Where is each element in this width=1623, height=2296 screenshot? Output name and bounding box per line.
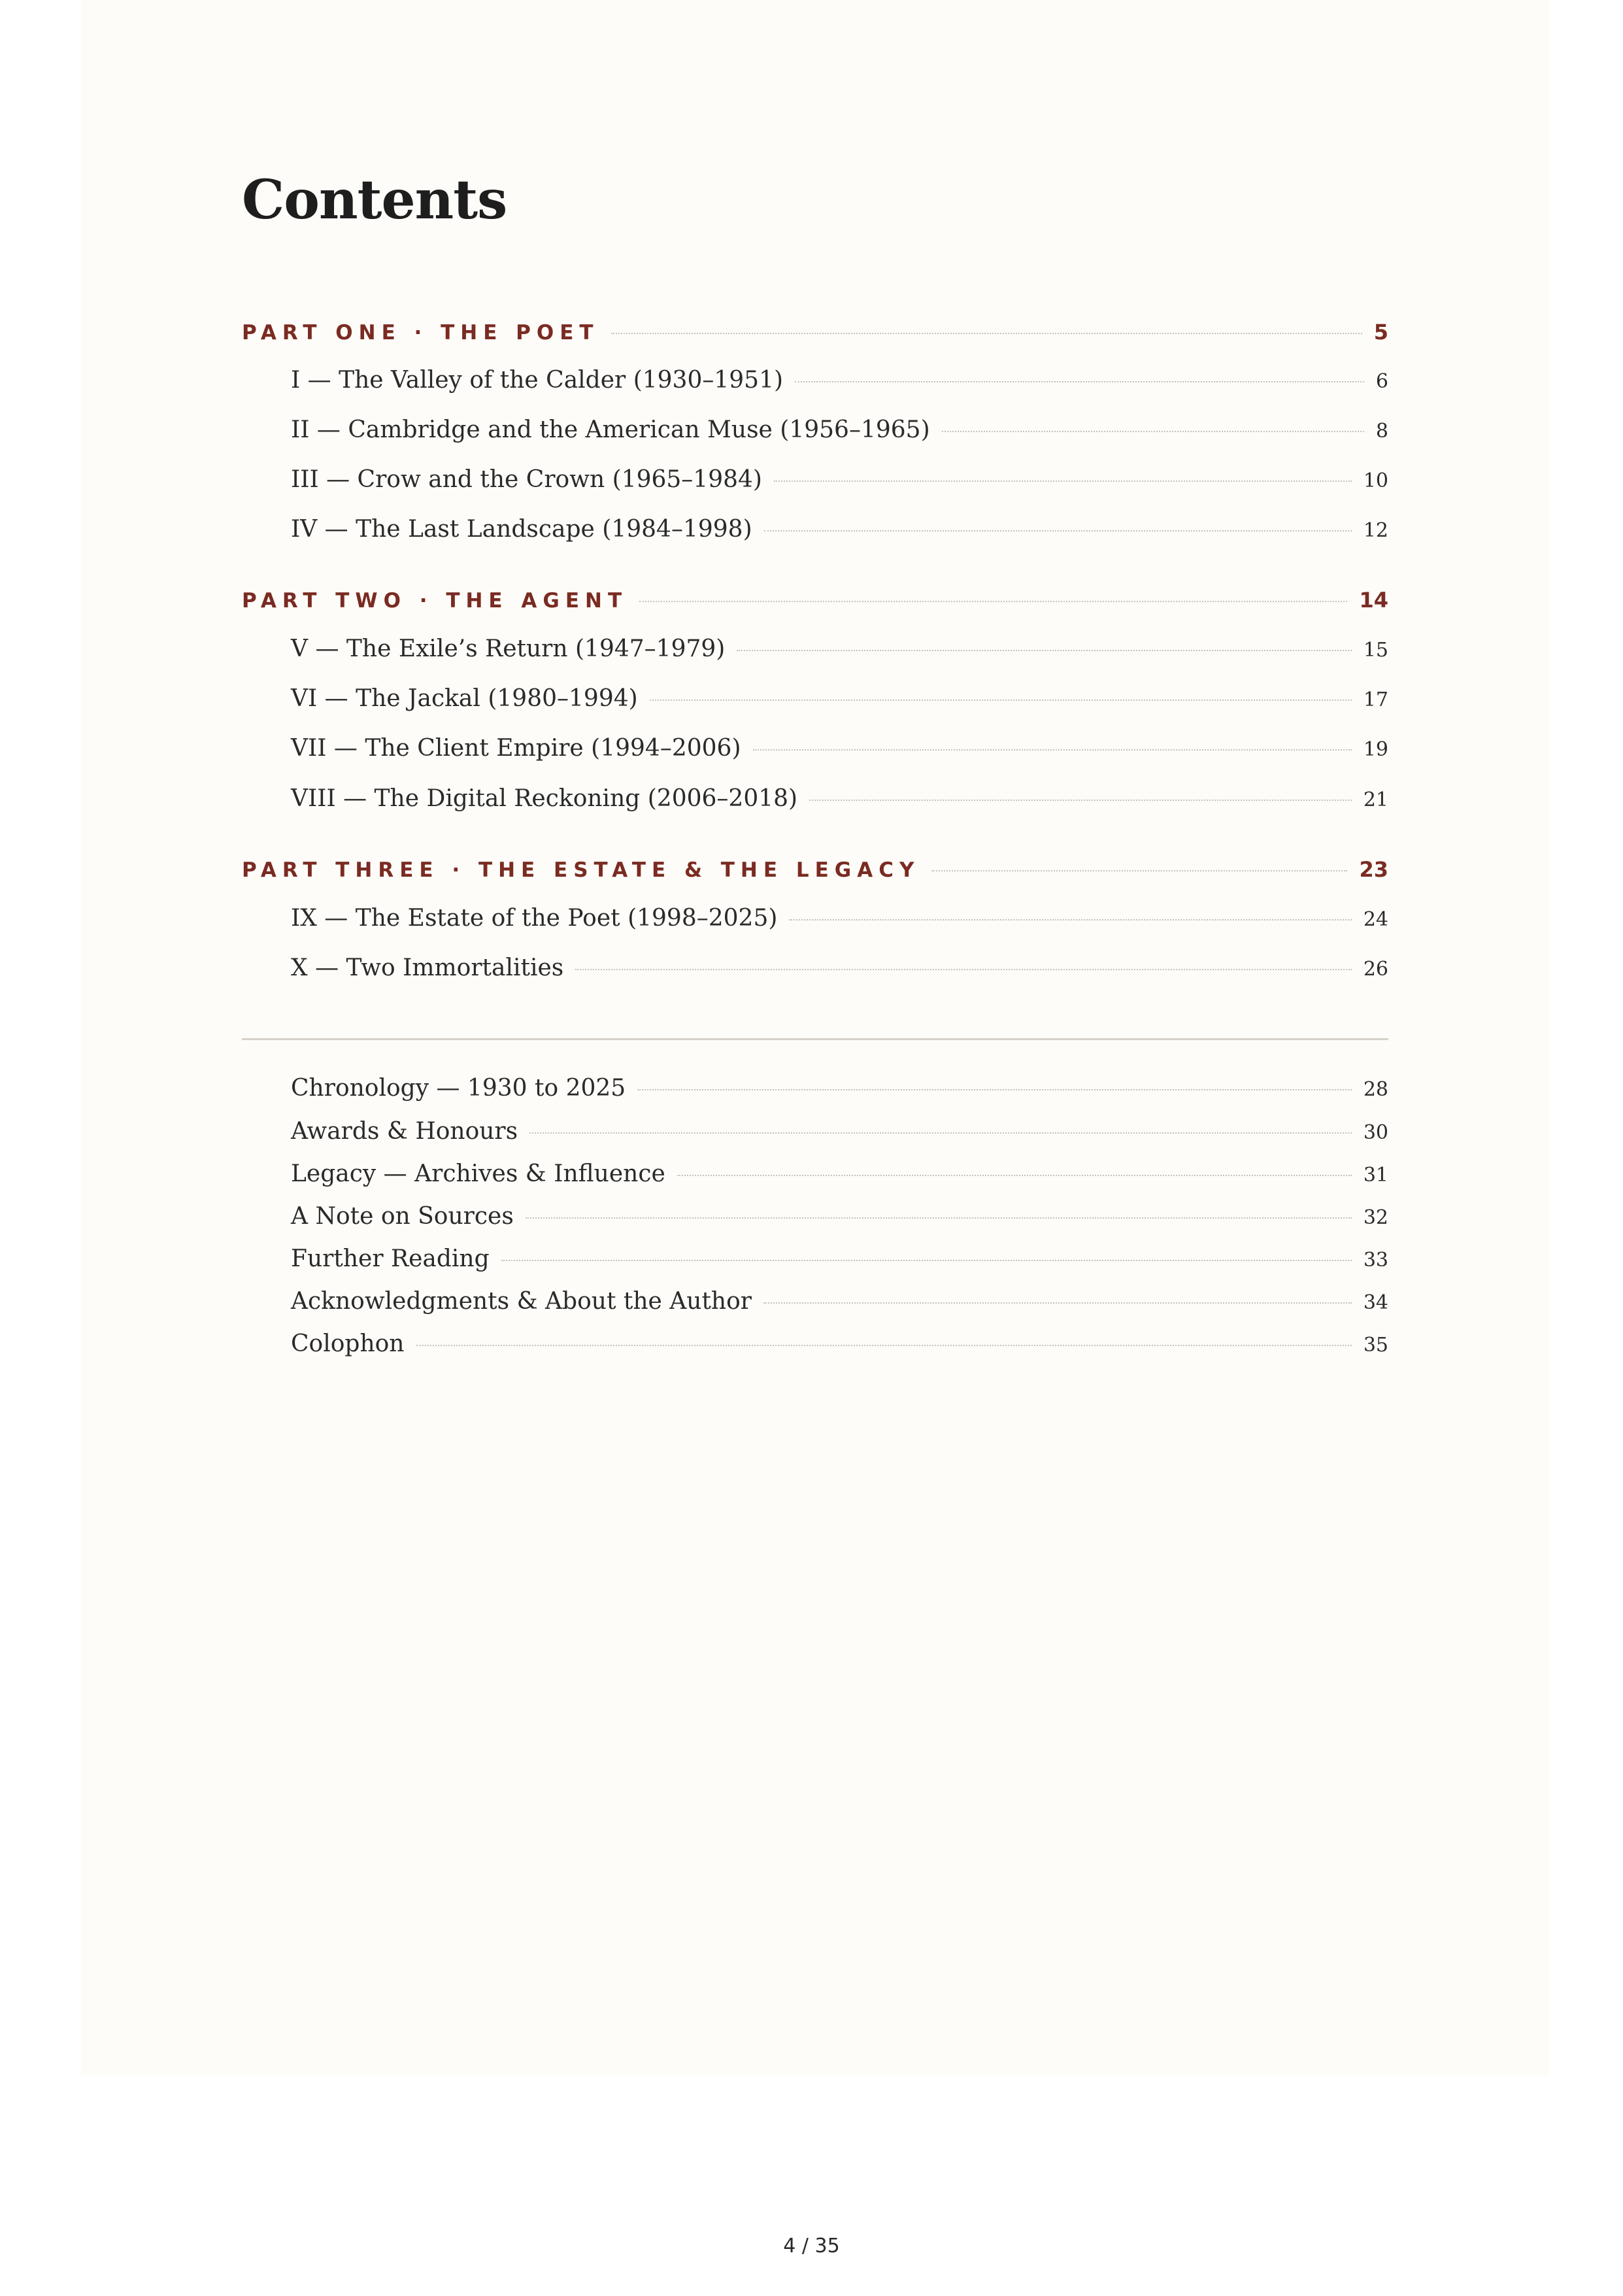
toc-chapter-2[interactable] <box>291 416 1388 443</box>
toc-back-matter-label: Chronology — 1930 to 2025 <box>291 1075 626 1102</box>
toc-part-three[interactable] <box>242 857 1388 882</box>
toc-chapter-label: III — Crow and the Crown (1965–1984) <box>291 466 762 493</box>
dot-leader <box>416 1345 1352 1346</box>
toc-part-page-number: 14 <box>1359 588 1388 613</box>
toc-page-number: 26 <box>1363 958 1388 981</box>
dot-leader <box>526 1217 1352 1219</box>
toc-part-page-number: 23 <box>1359 857 1388 882</box>
page-title: Contents <box>242 169 507 231</box>
toc-part-page-number: 5 <box>1373 320 1388 345</box>
toc-chapter-8[interactable] <box>291 785 1388 812</box>
toc-back-matter-label: Acknowledgments & About the Author <box>291 1288 752 1315</box>
toc-back-matter-label: Further Reading <box>291 1245 490 1272</box>
dot-leader <box>753 749 1352 751</box>
toc-chapter-6[interactable] <box>291 685 1388 712</box>
dot-leader <box>789 919 1351 920</box>
toc-part-one[interactable] <box>242 320 1388 345</box>
dot-leader <box>677 1175 1352 1176</box>
toc-chapter-label: VIII — The Digital Reckoning (2006–2018) <box>291 785 798 812</box>
toc-page-number: 24 <box>1363 908 1388 931</box>
section-divider <box>242 1038 1388 1040</box>
dot-leader <box>809 800 1352 801</box>
dot-leader <box>639 601 1347 602</box>
toc-back-matter-label: Awards & Honours <box>291 1118 518 1145</box>
toc-back-matter-item[interactable] <box>291 1330 1388 1357</box>
dot-leader <box>931 870 1347 871</box>
toc-back-matter-label: Legacy — Archives & Influence <box>291 1160 665 1187</box>
toc-page-number: 19 <box>1363 738 1388 761</box>
toc-page-number: 15 <box>1363 639 1388 662</box>
dot-leader <box>763 1302 1352 1304</box>
toc-page-number: 10 <box>1363 469 1388 492</box>
toc-chapter-4[interactable] <box>291 516 1388 543</box>
dot-leader <box>774 481 1352 482</box>
dot-leader <box>637 1089 1352 1090</box>
dot-leader <box>764 530 1352 532</box>
dot-leader <box>529 1132 1352 1134</box>
toc-part-two[interactable] <box>242 588 1388 613</box>
toc-part-label: PART THREE · THE ESTATE & THE LEGACY <box>242 858 920 882</box>
dot-leader <box>795 381 1364 382</box>
toc-page-number: 12 <box>1363 519 1388 542</box>
toc-chapter-5[interactable] <box>291 635 1388 662</box>
toc-page-number: 30 <box>1363 1121 1388 1144</box>
toc-part-label: PART TWO · THE AGENT <box>242 589 628 613</box>
toc-chapter-label: X — Two Immortalities <box>291 954 564 981</box>
toc-page-number: 8 <box>1375 420 1388 443</box>
dot-leader <box>501 1260 1352 1261</box>
toc-chapter-label: IX — The Estate of the Poet (1998–2025) <box>291 905 778 932</box>
toc-page-number: 34 <box>1363 1291 1388 1314</box>
toc-chapter-1[interactable] <box>291 367 1388 394</box>
toc-chapter-7[interactable] <box>291 735 1388 762</box>
toc-page-number: 21 <box>1363 788 1388 811</box>
toc-back-matter-item[interactable] <box>291 1245 1388 1272</box>
dot-leader <box>611 333 1362 334</box>
toc-back-matter-item[interactable] <box>291 1118 1388 1145</box>
toc-back-matter-item[interactable] <box>291 1288 1388 1315</box>
toc-page-number: 32 <box>1363 1206 1388 1229</box>
toc-back-matter-label: A Note on Sources <box>291 1203 514 1230</box>
toc-back-matter-item[interactable] <box>291 1160 1388 1187</box>
toc-page-number: 6 <box>1375 370 1388 393</box>
toc-chapter-3[interactable] <box>291 466 1388 493</box>
toc-page-number: 28 <box>1363 1078 1388 1101</box>
toc-chapter-label: V — The Exile’s Return (1947–1979) <box>291 635 726 662</box>
toc-page-number: 33 <box>1363 1249 1388 1272</box>
toc-back-matter-item[interactable] <box>291 1203 1388 1230</box>
toc-chapter-label: VII — The Client Empire (1994–2006) <box>291 735 741 762</box>
toc-chapter-9[interactable] <box>291 905 1388 932</box>
toc-chapter-10[interactable] <box>291 954 1388 981</box>
toc-chapter-label: I — The Valley of the Calder (1930–1951) <box>291 367 784 394</box>
toc-chapter-label: IV — The Last Landscape (1984–1998) <box>291 516 752 543</box>
toc-back-matter-label: Colophon <box>291 1330 405 1357</box>
toc-back-matter-item[interactable] <box>291 1075 1388 1102</box>
toc-chapter-label: II — Cambridge and the American Muse (1956–1965) <box>291 416 930 443</box>
toc-page-number: 35 <box>1363 1334 1388 1357</box>
toc-page-number: 31 <box>1363 1164 1388 1187</box>
dot-leader <box>650 700 1352 701</box>
toc-part-label: PART ONE · THE POET <box>242 321 599 345</box>
dot-leader <box>575 969 1352 970</box>
toc-page-number: 17 <box>1363 688 1388 711</box>
toc-chapter-label: VI — The Jackal (1980–1994) <box>291 685 638 712</box>
dot-leader <box>942 431 1364 432</box>
page-number-footer: 4 / 35 <box>783 2235 840 2257</box>
dot-leader <box>737 650 1351 651</box>
